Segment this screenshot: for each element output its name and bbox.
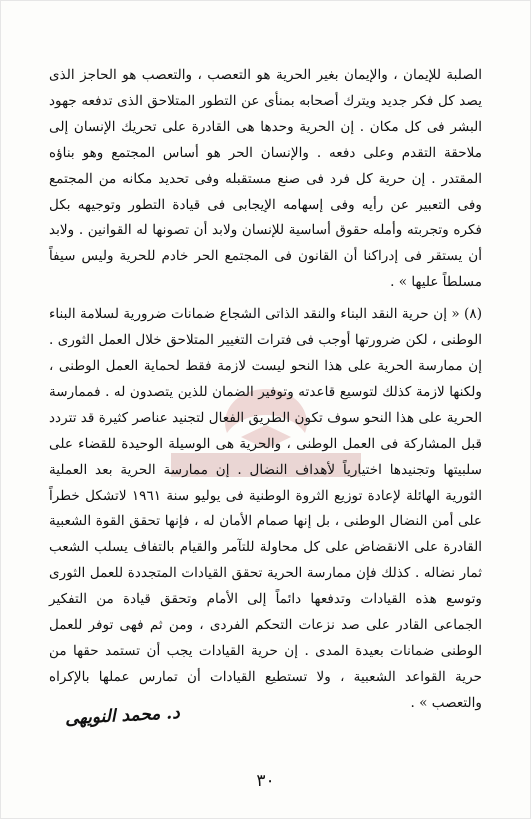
paragraph-1: الصلبة للإيمان ، والإيمان بغير الحرية هو التعصب ، والتعصب هو الحاجز الذى يصد كل فكر جديد ويترك أصحابه بمنأى عن التطور المتلاحق الذى تدفعه جهود البشر فى كل مكان . إن الحرية وحدها هى القادرة على تحريك الإنسان إلى ملاحقة التقدم وعلى دفعه . والإنسان الحر هو أساس المجتمع وهو بناؤه المقتدر . إن حرية كل فرد فى صنع مستقبله وفى تحديد مكانه من المجتمع وفى التعبير عن رأيه وفى إسهامه الإيجابى فى قيادة التطور وتوجيهه بكل فكره وتجربته وأمله حقوق أساسية للإنسان ولابد أن تصونها له القوانين . ولابد أن يستقر فى إدراكنا أن القانون فى المجتمع الحر خادم للحرية وليس سيفاً مسلطاً عليها » .	[49, 67, 482, 291]
paragraph-2: (٨) « إن حرية النقد البناء والنقد الذاتى الشجاع ضمانات ضرورية لسلامة البناء الوطنى ، لكن ضرورتها أوجب فى فترات التغيير المتلاحق خلال العمل الثورى . إن ممارسة الحرية على هذا النحو ليست لازمة فقط لحماية العمل الوطنى ، ولكنها لازمة كذلك لتوسيع قاعدته وتوفير الضمان للذين يتصدون له . فممارسة الحرية على هذا النحو سوف تكون الطريق الفعال لتجنيد عناصر كثيرة قد تتردد قبل المشاركة فى العمل الوطنى ، والحرية هى الوسيلة الوحيدة للقضاء على سلبيتها وتجنيدها اختيارياً لأهداف النضال . إن ممارسة الحرية بعد العملية الثورية الهائلة لإعادة توزيع الثروة الوطنية فى يوليو سنة ١٩٦١ لاتشكل خطراً على أمن النضال الوطنى ، بل إنها صمام الأمان له ، فإنها تحقق القوة الشعبية القادرة على الانقضاض على كل محاولة للتآمر والقيام بالتفاف يسلب الشعب ثمار نضاله . كذلك فإن ممارسة الحرية تحقق القيادات المتجددة للعمل الثورى وتوسع هذه القيادات وتدفعها دائماً إلى الأمام وتحقق قيادة من التفكير الجماعى القادر على صد نزعات التحكم الفردى ، ومن ثم فهى توفر للعمل الوطنى ضمانات بعيدة المدى . إن حرية القيادات يجب أن تستمد حقها من حرية القواعد الشعبية ، ولا تستطيع القيادات أن تمارس عملها بالإكراه والتعصب » .	[48, 306, 482, 711]
author-signature: د. محمد النويهى	[64, 703, 181, 729]
page-number: ٣٠	[256, 771, 275, 791]
main-text	[49, 63, 482, 717]
